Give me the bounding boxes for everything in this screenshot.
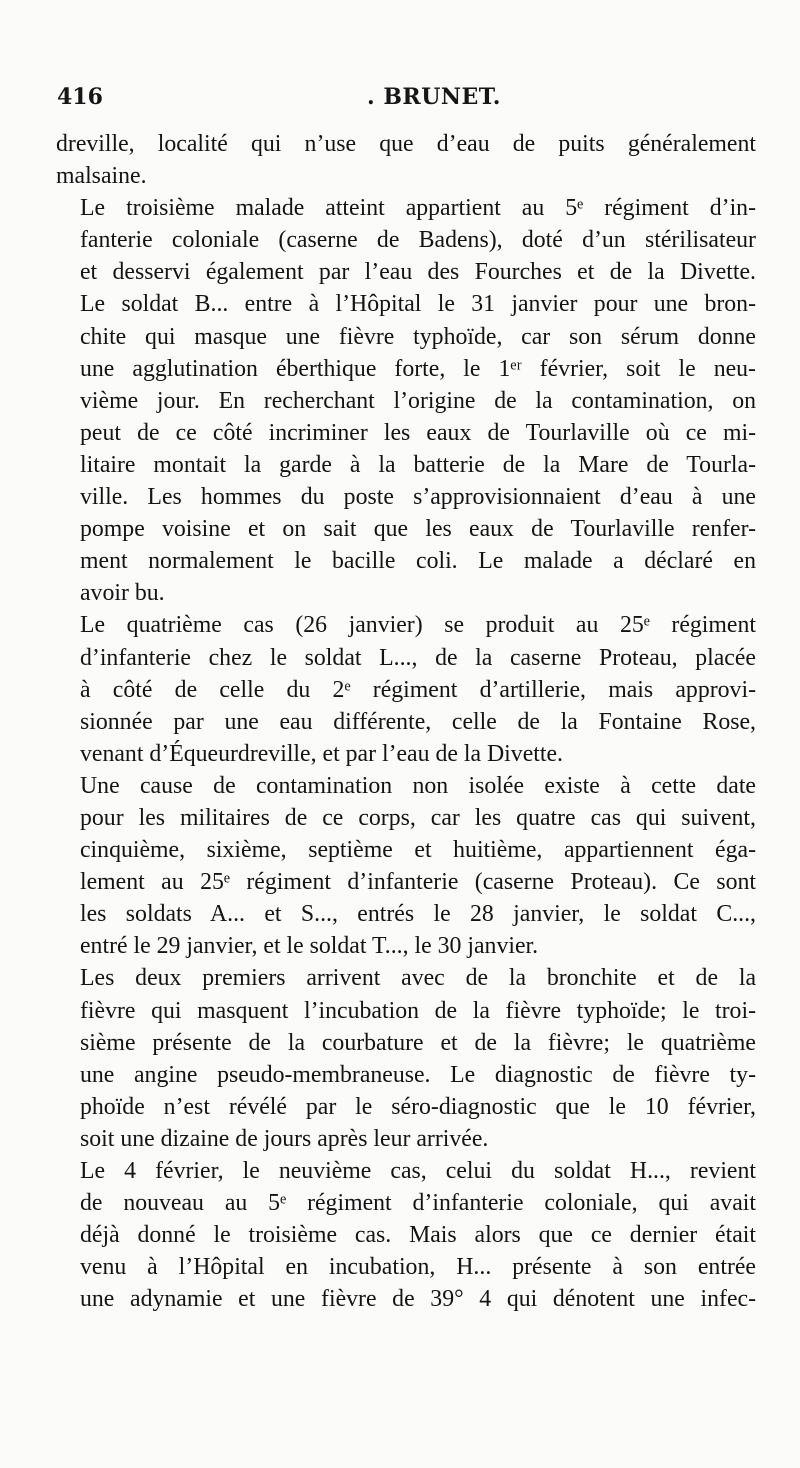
paragraph [56, 1155, 756, 1315]
text-line: venant d’Équeurdreville, et par l’eau de la Divette. [80, 740, 563, 767]
paragraph [56, 962, 756, 1155]
text-line: malsaine. [56, 163, 147, 190]
text-line: avoir bu. [80, 580, 165, 607]
text-line: une adynamie et une fièvre de 39° 4 qui dénotent une infec- [80, 1286, 756, 1313]
text-line: à côté de celle du 2ᵉ régiment d’artillerie, mais approvi- [80, 676, 756, 703]
paragraph [56, 609, 756, 769]
paragraph [56, 770, 756, 963]
text-line: Le 4 février, le neuvième cas, celui du soldat H..., revient [80, 1158, 756, 1184]
page-number: 416 [57, 84, 103, 110]
text-line: déjà donné le troisième cas. Mais alors que ce dernier était [80, 1222, 756, 1249]
text-line: lement au 25ᵉ régiment d’infanterie (caserne Proteau). Ce sont [80, 869, 756, 896]
text-line: Le quatrième cas (26 janvier) se produit au 25ᵉ régiment [80, 612, 756, 639]
text-line: phoïde n’est révélé par le séro-diagnostic que le 10 février, [80, 1093, 756, 1120]
text-line: Le soldat B... entre à l’Hôpital le 31 janvier pour une bron- [80, 291, 756, 318]
text-line: d’infanterie chez le soldat L..., de la caserne Proteau, placée [80, 644, 756, 671]
text-line: une angine pseudo-membraneuse. Le diagnostic de fièvre ty- [80, 1061, 756, 1088]
text-line: les soldats A... et S..., entrés le 28 janvier, le soldat C..., [80, 901, 756, 928]
running-head: . BRUNET. [367, 84, 501, 110]
text-line: cinquième, sixième, septième et huitième, appartiennent éga- [80, 837, 756, 864]
text-line: de nouveau au 5ᵉ régiment d’infanterie coloniale, qui avait [80, 1190, 756, 1217]
text-line: ment normalement le bacille coli. Le malade a déclaré en [80, 548, 756, 575]
text-line: et desservi également par l’eau des Fourches et de la Divette. [80, 259, 756, 286]
text-line: pour les militaires de ce corps, car les quatre cas qui suivent, [80, 804, 756, 831]
text-line: ville. Les hommes du poste s’approvisionnaient d’eau à une [80, 484, 756, 511]
text-line: Les deux premiers arrivent avec de la bronchite et de la [80, 965, 756, 992]
paragraph [56, 192, 756, 609]
text-line: soit une dizaine de jours après leur arrivée. [80, 1125, 489, 1152]
body-text [56, 128, 756, 1315]
text-line: chite qui masque une fièvre typhoïde, car son sérum donne [80, 323, 756, 350]
text-line: litaire montait la garde à la batterie de la Mare de Tourla- [80, 451, 756, 478]
text-line: vième jour. En recherchant l’origine de la contamination, on [80, 387, 756, 414]
text-line: une agglutination éberthique forte, le 1ᵉʳ février, soit le neu- [80, 355, 756, 382]
page-header [57, 84, 757, 114]
text-line: dreville, localité qui n’use que d’eau de puits généralement [56, 131, 756, 157]
text-line: fanterie coloniale (caserne de Badens), doté d’un stérilisateur [80, 227, 756, 254]
text-line: peut de ce côté incriminer les eaux de Tourlaville où ce mi- [80, 419, 756, 446]
paragraph [56, 128, 756, 192]
text-line: pompe voisine et on sait que les eaux de Tourlaville renfer- [80, 516, 756, 543]
text-line: entré le 29 janvier, et le soldat T..., le 30 janvier. [80, 933, 539, 960]
text-line: fièvre qui masquent l’incubation de la fièvre typhoïde; le troi- [80, 997, 756, 1024]
text-line: venu à l’Hôpital en incubation, H... présente à son entrée [80, 1254, 756, 1281]
text-line: sième présente de la courbature et de la fièvre; le quatrième [80, 1029, 756, 1056]
text-line: Le troisième malade atteint appartient au 5ᵉ régiment d’in- [80, 195, 756, 222]
text-line: Une cause de contamination non isolée existe à cette date [80, 772, 756, 799]
text-line: sionnée par une eau différente, celle de la Fontaine Rose, [80, 708, 756, 735]
